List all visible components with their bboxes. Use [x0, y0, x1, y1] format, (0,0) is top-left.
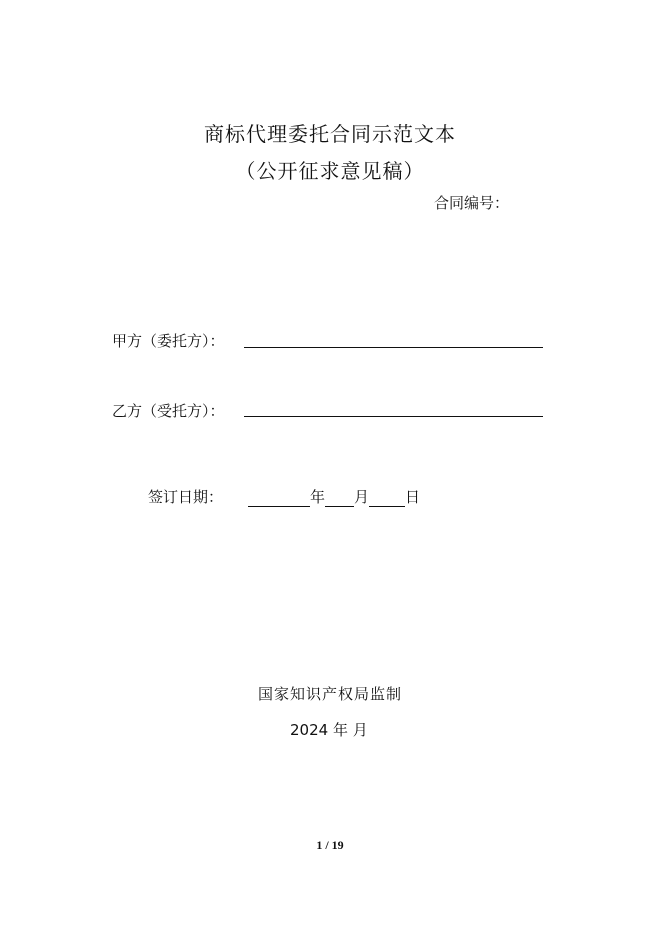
month-blank-line	[325, 490, 354, 507]
year-blank-line	[248, 490, 310, 507]
page-number: 1 / 19	[316, 838, 344, 852]
party-a-blank-line	[244, 347, 543, 348]
contract-number-label: 合同编号：	[434, 194, 510, 212]
day-blank-line	[369, 490, 405, 507]
signing-date-row	[148, 486, 420, 507]
party-b-blank-line	[244, 416, 543, 417]
document-subtitle: （公开征求意见稿）	[235, 159, 425, 183]
year-unit: 年	[310, 488, 326, 506]
month-unit: 月	[354, 488, 370, 506]
issuer-text: 国家知识产权局监制	[257, 685, 402, 703]
party-b-label: 乙方（受托方）：	[112, 402, 225, 420]
issue-date: 2024 年 月	[290, 721, 368, 739]
party-a-label: 甲方（委托方）：	[112, 332, 225, 350]
document-title: 商标代理委托合同示范文本	[204, 122, 456, 146]
signing-date-label: 签订日期：	[148, 488, 224, 506]
day-unit: 日	[405, 488, 421, 506]
